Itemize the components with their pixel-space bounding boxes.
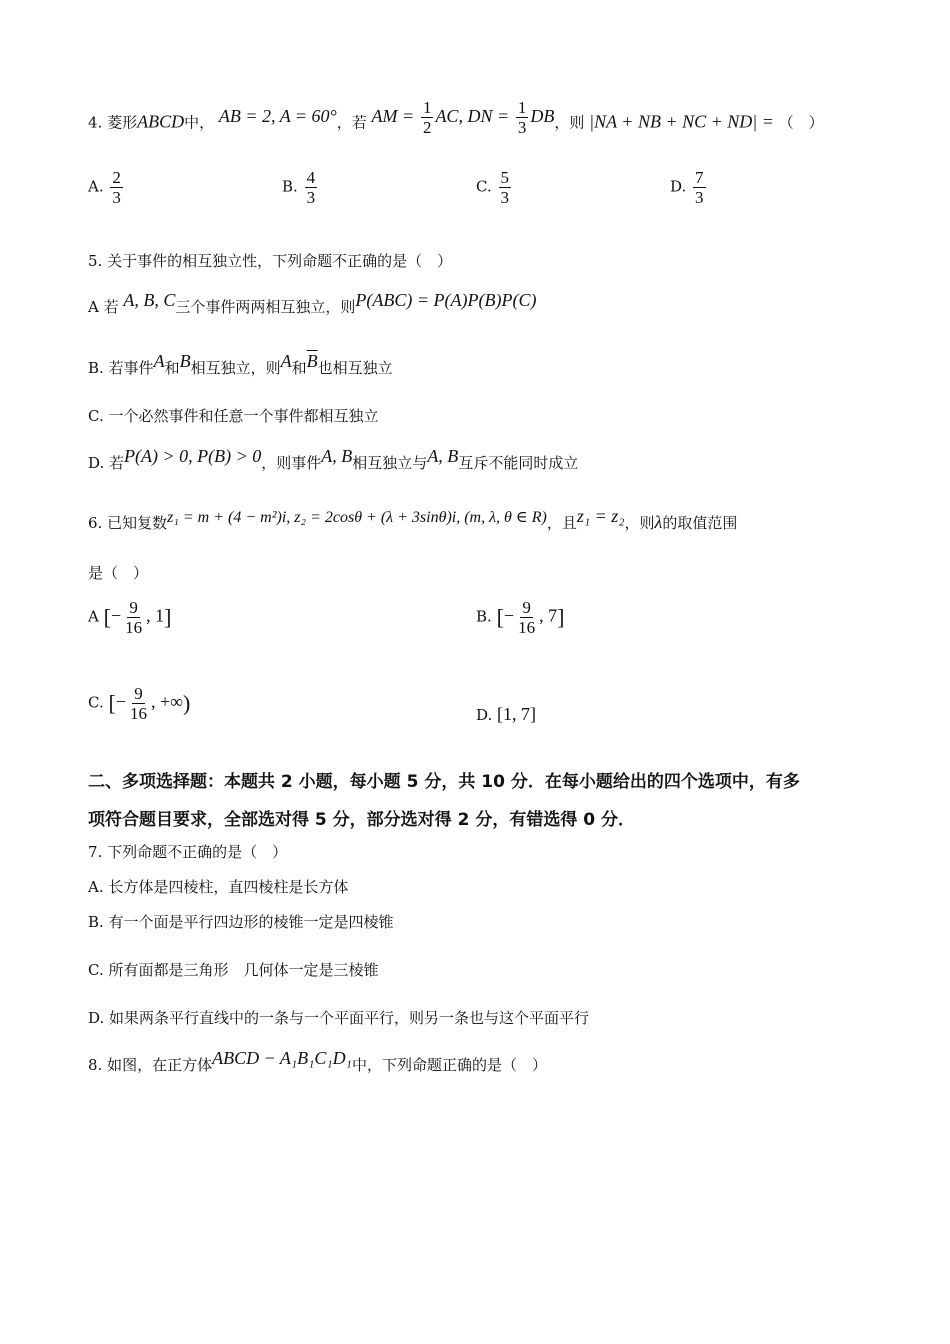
q6-option-b[interactable]: B. [− $\frac{9}{16}$ , 7] <box>476 598 565 637</box>
q5-option-b[interactable]: B. 若事件A和B相互独立，则A和$\overline{B}$也相互独立 <box>88 351 393 377</box>
q6-equation: z₁ = z₂ <box>576 506 625 526</box>
q4-paren: （ ） <box>778 113 824 132</box>
q5-b-event-a: A <box>153 351 165 371</box>
q5-b-event-bbar: $\overline{B}$ <box>306 351 318 371</box>
q4-stem <box>88 98 824 143</box>
q4-option-c-fraction: $\frac{5}{3}$ <box>500 168 509 207</box>
q5-d-cond: P(A) > 0, P(B) > 0 <box>124 446 262 466</box>
q4-am: AM = <box>371 105 415 126</box>
q5-d-events2: A, B <box>427 446 459 466</box>
q5-d-events: A, B <box>321 446 353 466</box>
q6-lambda: λ <box>654 512 663 532</box>
q6-b-fraction: $\frac{9}{16}$ <box>518 598 536 637</box>
q4-number: 4. 菱形 <box>88 113 138 132</box>
q6-complex-numbers: z₁ = m + (4 − m²)i, z₂ = 2cosθ + (λ + 3sinθ)i, (m, λ, θ ∈ R) <box>167 509 547 526</box>
q6-option-c[interactable]: C. [− $\frac{9}{16}$ , +∞) <box>88 684 191 723</box>
q4-option-c[interactable]: C. $\frac{5}{3}$ <box>476 168 509 207</box>
q7-option-b[interactable]: B. 有一个面是平行四边形的棱锥一定是四棱锥 <box>88 913 394 931</box>
q5-a-events: A, B, C <box>123 290 176 310</box>
q4-option-a-fraction: $\frac{2}{3}$ <box>112 168 121 207</box>
q4-fraction-2: $\frac{1}{3}$ <box>517 98 527 137</box>
q4-option-b-fraction: $\frac{4}{3}$ <box>306 168 316 207</box>
q5-stem: 5. 关于事件的相互独立性，下列命题不正确的是（ ） <box>88 252 453 270</box>
q4-text: 中， <box>184 113 215 132</box>
q4-text-ruo: ，若 <box>336 113 367 132</box>
q6-option-a[interactable]: A [− $\frac{9}{16}$ , 1] <box>88 598 172 637</box>
q4-rhombus: ABCD <box>137 111 185 132</box>
q4-condition: AB = 2, A = 60° <box>218 105 337 126</box>
q7-option-d[interactable]: D. 如果两条平行直线中的一条与一个平面平行，则另一条也与这个平面平行 <box>88 1009 590 1027</box>
q5-b-event-b: B <box>179 351 191 371</box>
q4-ac-dn: AC, DN = <box>435 105 510 126</box>
q8-stem: 8. 如图，在正方体ABCD − A₁B₁C₁D₁中，下列命题正确的是（ ） <box>88 1048 547 1074</box>
q6-stem: 6. 已知复数z₁ = m + (4 − m²)i, z₂ = 2cosθ + (λ + 3sinθ)i, (m, λ, θ ∈ R)，且z₁ = z₂，则λ的取值范围 <box>88 506 738 532</box>
q7-option-c[interactable]: C. 所有面都是三角形 几何体一定是三棱锥 <box>88 961 379 979</box>
q4-option-d-fraction: $\frac{7}{3}$ <box>695 168 704 207</box>
q4-expression: |NA + NB + NC + ND| = <box>589 111 774 132</box>
q5-option-a[interactable]: A 若 A, B, C三个事件两两相互独立，则P(ABC) = P(A)P(B)P(C) <box>88 290 537 316</box>
q4-option-b[interactable]: B. $\frac{4}{3}$ <box>282 168 316 207</box>
q5-a-formula: P(ABC) = P(A)P(B)P(C) <box>355 290 537 310</box>
q5-b-event-a2: A <box>280 351 292 371</box>
q6-a-fraction: $\frac{9}{16}$ <box>125 598 143 637</box>
q6-stem-line2: 是（ ） <box>88 564 149 582</box>
q4-option-d[interactable]: D. $\frac{7}{3}$ <box>670 168 704 207</box>
q4-db: DB <box>530 105 555 126</box>
q6-c-fraction: $\frac{9}{16}$ <box>129 684 147 723</box>
q5-option-d[interactable]: D. 若P(A) > 0, P(B) > 0，则事件A, B相互独立与A, B互斥不能同时成立 <box>88 446 579 472</box>
section-2-header-line1: 二、多项选择题：本题共 2 小题，每小题 5 分，共 10 分．在每小题给出的四个选项中，有多 <box>88 772 800 792</box>
q7-stem: 7. 下列命题不正确的是（ ） <box>88 843 288 861</box>
q4-fraction-1: $\frac{1}{2}$ <box>422 98 432 137</box>
q6-d-interval: [1, 7] <box>497 704 537 724</box>
q4-option-a[interactable]: A. $\frac{2}{3}$ <box>88 168 121 207</box>
q8-cube: ABCD − A₁B₁C₁D₁ <box>212 1048 352 1068</box>
q6-option-d[interactable]: D. [1, 7] <box>476 704 537 724</box>
q5-option-c[interactable]: C. 一个必然事件和任意一个事件都相互独立 <box>88 407 379 425</box>
section-2-header-line2: 项符合题目要求，全部选对得 5 分，部分选对得 2 分，有错选得 0 分． <box>88 810 635 830</box>
q4-text-ze: ，则 <box>554 113 585 132</box>
q7-option-a[interactable]: A. 长方体是四棱柱，直四棱柱是长方体 <box>88 878 349 896</box>
